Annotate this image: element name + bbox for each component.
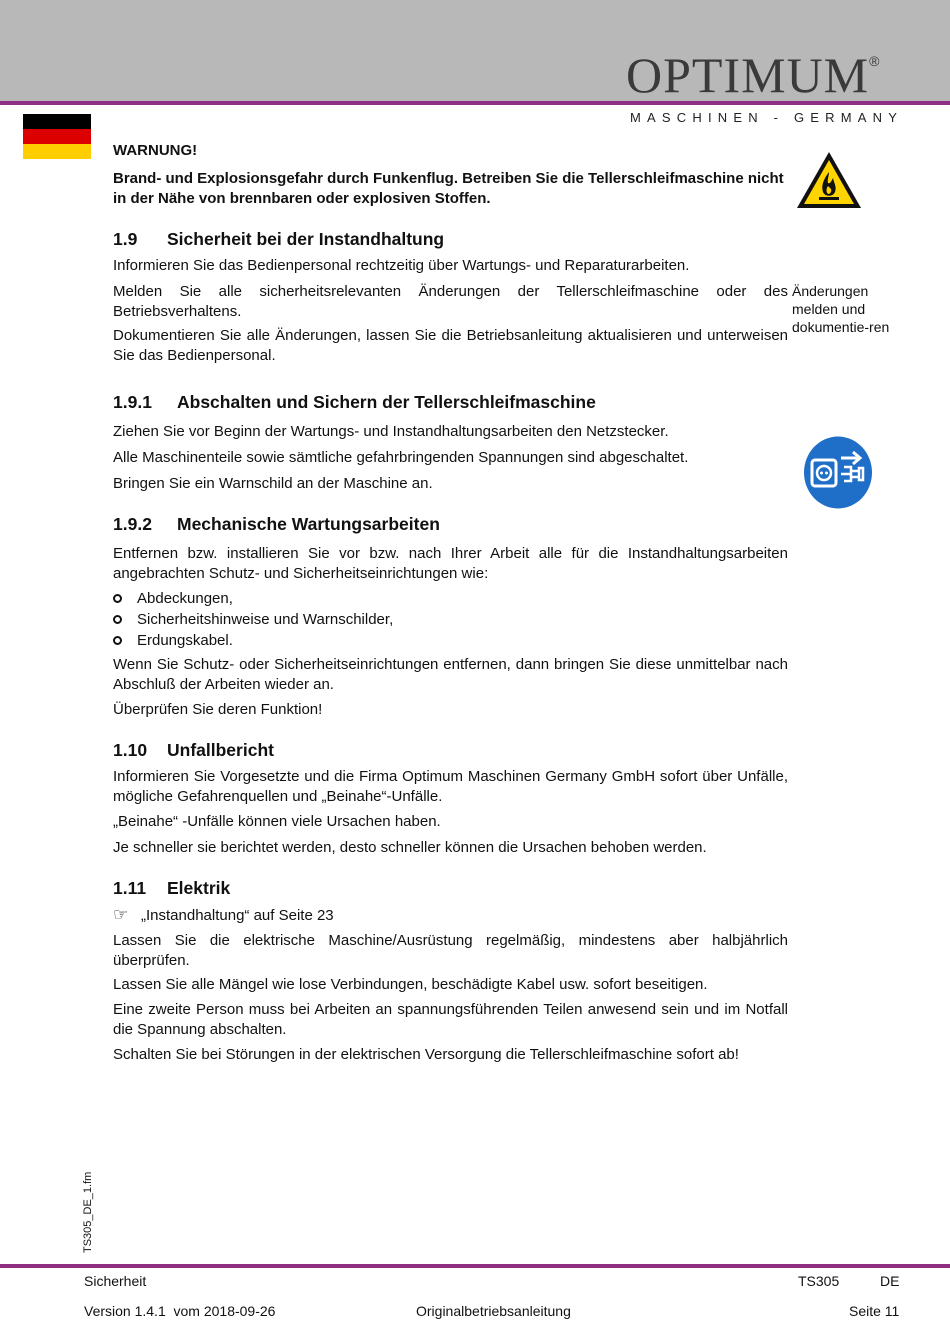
paragraph: Informieren Sie Vorgesetzte und die Firma Optimum Maschinen Germany GmbH sofort über Unfälle, mögliche Gefahrenquellen und „Beinahe“-Unfälle. bbox=[113, 768, 788, 805]
paragraph: Ziehen Sie vor Beginn der Wartungs- und Instandhaltungsarbeiten den Netzstecker. bbox=[113, 423, 669, 440]
paragraph: Bringen Sie ein Warnschild an der Maschine an. bbox=[113, 475, 433, 492]
footer-rule bbox=[0, 1264, 950, 1268]
footer-version: Version 1.4.1 vom 2018-09-26 bbox=[84, 1303, 276, 1319]
paragraph: Dokumentieren Sie alle Änderungen, lassen Sie die Betriebsanleitung aktualisieren und unterweisen Sie das Bedienpersonal. bbox=[113, 327, 788, 364]
section-number: 1.9 bbox=[113, 229, 138, 249]
logo-subtitle: MASCHINEN - GERMANY bbox=[630, 110, 904, 125]
paragraph: Melden Sie alle sicherheitsrelevanten Änderungen der Tellerschleifmaschine oder des Betriebsverhaltens. bbox=[113, 283, 788, 320]
paragraph: Lassen Sie die elektrische Maschine/Ausrüstung regelmäßig, mindestens aber halbjährlich überprüfen. bbox=[113, 932, 788, 969]
german-flag-icon bbox=[23, 114, 91, 159]
section-title: Sicherheit bei der Instandhaltung bbox=[167, 229, 445, 249]
bullet-icon bbox=[113, 594, 122, 603]
file-name-label: TS305_DE_1.fm bbox=[82, 1171, 94, 1253]
section-heading-1-9-1 bbox=[113, 391, 596, 413]
bullet-icon bbox=[113, 615, 122, 624]
list-item bbox=[113, 610, 393, 630]
list-item-text: Abdeckungen, bbox=[137, 590, 233, 607]
paragraph: Lassen Sie alle Mängel wie lose Verbindungen, beschädigte Kabel usw. sofort beseitigen. bbox=[113, 976, 708, 993]
section-heading-1-9 bbox=[113, 228, 444, 250]
footer-model: TS305 bbox=[798, 1273, 840, 1289]
footer-section: Sicherheit bbox=[84, 1273, 147, 1289]
logo-registered-mark: ® bbox=[869, 53, 881, 69]
bullet-icon bbox=[113, 636, 122, 645]
disconnect-plug-icon bbox=[803, 436, 873, 509]
footer-language: DE bbox=[880, 1273, 900, 1289]
cross-reference[interactable] bbox=[113, 905, 788, 926]
pointing-hand-icon: ☞ bbox=[113, 905, 129, 924]
section-title: Abschalten und Sichern der Tellerschleifmaschine bbox=[177, 392, 596, 412]
cross-reference-link[interactable]: „Instandhaltung“ auf Seite 23 bbox=[141, 907, 334, 924]
section-number: 1.9.2 bbox=[113, 514, 152, 534]
paragraph: Schalten Sie bei Störungen in der elektrischen Versorgung die Tellerschleifmaschine sofort ab! bbox=[113, 1046, 739, 1063]
section-title: Unfallbericht bbox=[167, 740, 274, 760]
brand-logo bbox=[626, 47, 881, 103]
list-item bbox=[113, 631, 233, 651]
paragraph: Eine zweite Person muss bei Arbeiten an spannungsführenden Teilen anwesend sein und im Notfall die Spannung abschalten. bbox=[113, 1001, 788, 1038]
section-title: Mechanische Wartungsarbeiten bbox=[177, 514, 440, 534]
section-heading-1-10 bbox=[113, 739, 274, 761]
section-number: 1.10 bbox=[113, 740, 148, 760]
logo-text: OPTIMUM bbox=[626, 47, 870, 103]
section-heading-1-11 bbox=[113, 877, 230, 899]
margin-note: Änderungen melden und dokumentie-ren bbox=[792, 283, 890, 335]
list-item-text: Sicherheitshinweise und Warnschilder, bbox=[137, 611, 394, 628]
footer-page-number: Seite 11 bbox=[849, 1303, 900, 1319]
paragraph: Entfernen bzw. installieren Sie vor bzw. nach Ihrer Arbeit alle für die Instandhaltungsarbeiten angebrachten Schutz- und Sicherheitseinrichtungen wie: bbox=[113, 545, 788, 582]
warning-text: Brand- und Explosionsgefahr durch Funkenflug. Betreiben Sie die Tellerschleifmaschine nicht in der Nähe von brennbaren oder explosiven Stoffen. bbox=[113, 170, 784, 207]
paragraph: Je schneller sie berichtet werden, desto schneller können die Ursachen behoben werden. bbox=[113, 839, 707, 856]
paragraph: Alle Maschinenteile sowie sämtliche gefahrbringenden Spannungen sind abgeschaltet. bbox=[113, 449, 689, 466]
list-item-text: Erdungskabel. bbox=[137, 632, 233, 649]
section-heading-1-9-2 bbox=[113, 513, 440, 535]
paragraph: „Beinahe“ -Unfälle können viele Ursachen haben. bbox=[113, 813, 441, 830]
section-number: 1.9.1 bbox=[113, 392, 152, 412]
footer-document-type: Originalbetriebsanleitung bbox=[416, 1303, 571, 1319]
paragraph: Informieren Sie das Bedienpersonal rechtzeitig über Wartungs- und Reparaturarbeiten. bbox=[113, 257, 690, 274]
paragraph: Überprüfen Sie deren Funktion! bbox=[113, 701, 323, 718]
section-number: 1.11 bbox=[113, 878, 147, 898]
flammable-warning-icon bbox=[795, 150, 863, 210]
warning-title: WARNUNG! bbox=[113, 142, 198, 159]
section-title: Elektrik bbox=[167, 878, 231, 898]
paragraph: Wenn Sie Schutz- oder Sicherheitseinrichtungen entfernen, dann bringen Sie diese unmittelbar nach Abschluß der Arbeiten wieder an. bbox=[113, 656, 788, 693]
list-item bbox=[113, 589, 233, 609]
